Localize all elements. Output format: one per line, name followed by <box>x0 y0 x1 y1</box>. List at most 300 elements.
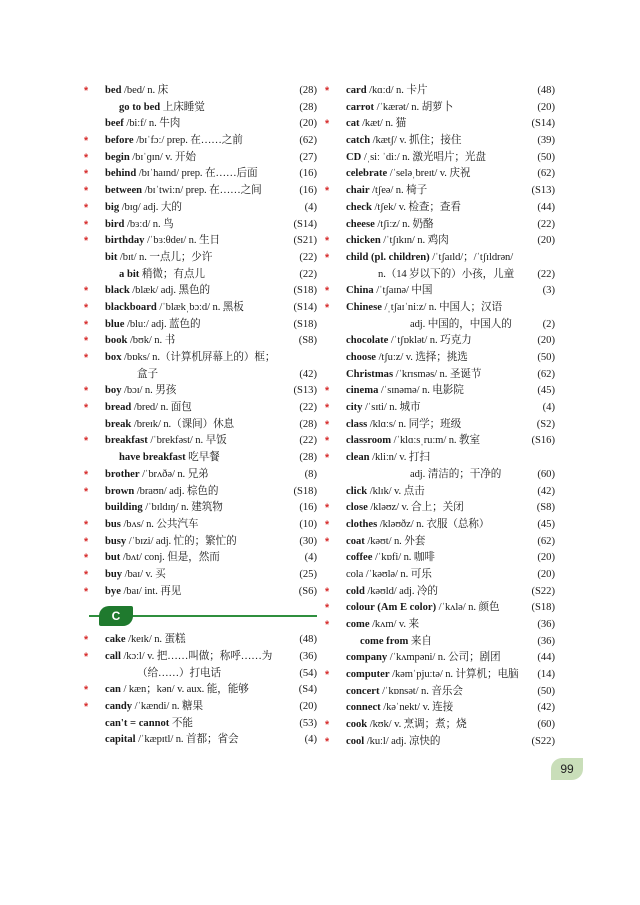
definition: /braʊn/ adj. 棕色的 <box>134 485 219 497</box>
required-star-icon: * <box>84 335 89 348</box>
headword: candy <box>105 701 133 713</box>
page-reference: (22) <box>537 218 555 230</box>
definition: /tʃeə/ n. 椅子 <box>369 185 428 197</box>
definition: /bɪˈtwiːn/ prep. 在……之间 <box>142 185 262 197</box>
vocab-entry <box>334 317 555 334</box>
page-reference: (22) <box>299 268 317 280</box>
required-star-icon: * <box>84 151 89 164</box>
definition: 上床睡觉 <box>160 101 205 113</box>
headword: cat <box>346 118 360 130</box>
headword: child (pl. children) <box>346 251 430 263</box>
required-star-icon: * <box>325 518 330 531</box>
required-star-icon: * <box>84 235 89 248</box>
vocab-entry <box>325 517 555 534</box>
page-reference: (48) <box>299 634 317 646</box>
definition: /blæk/ adj. 黑色的 <box>129 285 210 297</box>
required-star-icon: * <box>325 619 330 631</box>
headword: behind <box>105 168 137 180</box>
vocab-entry <box>84 317 317 334</box>
vocab-entry <box>325 600 555 617</box>
headword: cake <box>105 634 126 646</box>
page-reference: (S18) <box>531 602 555 614</box>
required-star-icon: * <box>325 85 330 97</box>
definition: n.（14 岁以下的）小孩，儿童 <box>378 268 515 280</box>
headword: can't = cannot <box>105 717 170 729</box>
vocab-entry <box>325 617 555 634</box>
headword: click <box>346 485 368 497</box>
vocab-entry <box>84 433 317 450</box>
vocab-entry <box>325 116 555 133</box>
vocab-entry <box>334 133 555 150</box>
vocab-entry <box>93 732 317 749</box>
required-star-icon: * <box>84 535 89 548</box>
headword: bread <box>105 402 132 414</box>
required-star-icon: * <box>84 684 89 697</box>
definition: /kætʃ/ v. 抓住；接住 <box>370 135 462 147</box>
vocab-entry <box>84 333 317 350</box>
headword: building <box>105 502 143 514</box>
headword: busy <box>105 535 127 547</box>
page-reference: (28) <box>299 418 317 430</box>
definition: /bred/ n. 面包 <box>131 402 192 414</box>
vocab-entry <box>93 716 317 733</box>
page-reference: (42) <box>299 368 317 380</box>
headword: boy <box>105 385 122 397</box>
definition: /ˈkændi/ n. 糖果 <box>132 701 203 713</box>
headword: coffee <box>346 552 373 564</box>
required-star-icon: * <box>325 402 330 415</box>
page-reference: (45) <box>537 385 555 397</box>
vocab-entry <box>325 283 555 300</box>
vocab-entry <box>334 150 555 167</box>
definition: /bed/ n. 床 <box>121 85 169 96</box>
required-star-icon: * <box>325 735 330 748</box>
required-star-icon: * <box>84 518 89 531</box>
headword: celebrate <box>346 168 388 180</box>
headword: bye <box>105 585 121 597</box>
vocab-entry <box>325 183 555 200</box>
required-star-icon: * <box>325 235 330 248</box>
page-reference: (16) <box>299 185 317 197</box>
vocab-entry <box>325 250 555 267</box>
definition: /bɪˈɡɪn/ v. 开始 <box>129 151 196 163</box>
headword: can <box>105 684 121 696</box>
page-reference: (50) <box>537 685 555 697</box>
vocab-entry <box>334 684 555 701</box>
headword: coat <box>346 535 365 547</box>
definition: /bʊk/ n. 书 <box>127 335 176 347</box>
required-star-icon: * <box>325 719 330 732</box>
page-reference: (S2) <box>536 418 555 430</box>
definition: （给……）打电话 <box>137 667 221 679</box>
required-star-icon: * <box>84 651 89 663</box>
definition: /ˈbɪldɪŋ/ n. 建筑物 <box>142 502 223 514</box>
page-reference: (S6) <box>298 585 317 597</box>
headword: breakfast <box>105 435 148 447</box>
headword: class <box>346 418 368 430</box>
headword: bird <box>105 218 125 230</box>
required-star-icon: * <box>84 385 89 398</box>
definition: adj. 中国的，中国人的 <box>410 318 512 330</box>
vocab-entry <box>334 333 555 350</box>
page-reference: (S22) <box>531 585 555 597</box>
definition: /ˈtʃɪkɪn/ n. 鸡肉 <box>380 235 449 247</box>
headword: chocolate <box>346 335 389 347</box>
page-reference: (20) <box>537 235 555 247</box>
page-reference: (45) <box>537 518 555 530</box>
vocab-entry <box>93 267 317 284</box>
required-star-icon: * <box>325 452 330 465</box>
headword: big <box>105 201 120 213</box>
headword: check <box>346 201 372 213</box>
vocab-entry <box>325 734 555 751</box>
headword: beef <box>105 118 124 130</box>
vocab-entry <box>84 467 317 484</box>
headword: Christmas <box>346 368 394 380</box>
page-reference: (10) <box>299 518 317 530</box>
headword: break <box>105 418 132 430</box>
headword: catch <box>346 135 371 147</box>
definition: /ˈsɪti/ n. 城市 <box>362 402 421 414</box>
definition: /kəʊt/ n. 外套 <box>364 535 426 547</box>
definition: /kʌm/ v. 来 <box>369 619 419 630</box>
required-star-icon: * <box>325 502 330 515</box>
required-star-icon: * <box>84 568 89 581</box>
definition: 稍微；有点儿 <box>139 268 205 280</box>
definition: /kəmˈpjuːtə/ n. 计算机；电脑 <box>389 669 519 681</box>
vocab-entry <box>93 417 317 434</box>
definition: /bɪɡ/ adj. 大的 <box>119 201 182 213</box>
definition: /klɑːs/ n. 同学；班级 <box>367 418 462 430</box>
headword: city <box>346 402 363 414</box>
page-reference: (62) <box>537 535 555 547</box>
definition: /ˈbɪzi/ adj. 忙的；繁忙的 <box>126 535 237 547</box>
page-reference: (S21) <box>293 235 317 247</box>
definition: /breɪk/ n.（课间）休息 <box>131 418 235 430</box>
vocab-entry <box>84 300 317 317</box>
definition: 盒子 <box>137 368 158 380</box>
required-star-icon: * <box>84 485 89 498</box>
vocab-entry <box>325 400 555 417</box>
vocab-entry <box>84 200 317 217</box>
headword: capital <box>105 734 136 746</box>
required-star-icon: * <box>84 85 89 97</box>
page-reference: (20) <box>537 335 555 347</box>
definition: /bluː/ adj. 蓝色的 <box>124 318 201 330</box>
page-reference: (4) <box>304 552 317 564</box>
headword: close <box>346 502 368 514</box>
vocab-entry <box>334 100 555 117</box>
definition: /baɪ/ v. 买 <box>122 568 166 580</box>
vocab-entry <box>84 550 317 567</box>
vocab-entry <box>84 534 317 551</box>
page-reference: (S18) <box>293 485 317 497</box>
page-reference: (20) <box>537 568 555 580</box>
definition: /ˈtʃaɪnə/ 中国 <box>373 285 433 297</box>
vocab-entry <box>93 450 317 467</box>
definition: /ˈkæpɪtl/ n. 首都；省会 <box>135 734 239 746</box>
headword: blackboard <box>105 301 157 313</box>
vocab-entry <box>84 517 317 534</box>
vocab-entry <box>334 267 555 284</box>
vocab-entry <box>84 133 317 150</box>
definition: 吃早餐 <box>185 452 220 464</box>
headword: call <box>105 651 121 662</box>
page-reference: (S18) <box>293 318 317 330</box>
entries-b <box>84 83 317 600</box>
headword: before <box>105 135 134 147</box>
definition: /ˈtʃɒklət/ n. 巧克力 <box>388 335 472 347</box>
page-reference: (S4) <box>298 684 317 696</box>
headword: card <box>346 85 367 96</box>
vocab-entry <box>325 584 555 601</box>
definition: cola /ˈkəʊlə/ n. 可乐 <box>346 568 432 580</box>
page-reference: (48) <box>537 85 555 96</box>
definition: /bɒks/ n.（计算机屏幕上的）框； <box>121 352 276 363</box>
required-star-icon: * <box>84 301 89 314</box>
headword: cinema <box>346 385 379 397</box>
page-reference: (44) <box>537 652 555 664</box>
headword: begin <box>105 151 130 163</box>
vocab-entry <box>334 650 555 667</box>
definition: 来自 <box>408 635 432 647</box>
headword: but <box>105 552 121 564</box>
definition: 不能 <box>169 717 193 729</box>
definition: /kləʊz/ v. 合上；关闭 <box>367 502 464 514</box>
page-reference: (S8) <box>536 502 555 514</box>
page-reference: (4) <box>304 734 317 746</box>
required-star-icon: * <box>84 201 89 214</box>
required-star-icon: * <box>84 402 89 415</box>
definition: /tʃuːz/ v. 选择；挑选 <box>376 352 468 363</box>
page-reference: (36) <box>299 651 317 662</box>
headword: Chinese <box>346 301 382 313</box>
definition: /tʃek/ v. 检查；查看 <box>371 201 461 213</box>
page-reference: (54) <box>299 667 317 679</box>
required-star-icon: * <box>84 435 89 448</box>
page-reference: (22) <box>299 435 317 447</box>
required-star-icon: * <box>84 318 89 331</box>
vocab-entry <box>334 166 555 183</box>
page-reference: (60) <box>537 468 555 480</box>
headword: company <box>346 652 388 664</box>
vocab-entry <box>325 433 555 450</box>
definition: /ˈkærət/ n. 胡萝卜 <box>374 101 454 113</box>
definition: /ˌsiː ˈdiː/ n. 激光唱片；光盘 <box>361 151 486 163</box>
headword: come <box>346 619 370 630</box>
definition: /klɪk/ v. 点击 <box>367 485 425 497</box>
page-reference: (S22) <box>531 735 555 747</box>
required-star-icon: * <box>325 251 330 264</box>
vocab-entry <box>84 400 317 417</box>
definition: /keɪk/ n. 蛋糕 <box>125 634 186 646</box>
required-star-icon: * <box>325 118 330 131</box>
left-column <box>84 83 317 749</box>
vocab-entry <box>334 467 555 484</box>
definition: /bʌs/ n. 公共汽车 <box>120 518 199 530</box>
vocab-entry <box>93 100 317 117</box>
required-star-icon: * <box>84 701 89 714</box>
page-reference: (39) <box>537 135 555 147</box>
right-column <box>325 83 555 751</box>
definition: /ˈbrʌðə/ n. 兄弟 <box>139 468 209 480</box>
definition: /kʊk/ v. 烹调；煮；烧 <box>367 719 467 731</box>
page-reference: (4) <box>304 201 317 213</box>
required-star-icon: * <box>325 602 330 615</box>
headword: between <box>105 185 143 197</box>
page-reference: (S13) <box>293 385 317 397</box>
page-reference: (62) <box>299 135 317 147</box>
required-star-icon: * <box>84 634 89 647</box>
headword: chicken <box>346 235 381 247</box>
page-reference: (S8) <box>298 335 317 347</box>
definition: /ˈkrɪsməs/ n. 圣诞节 <box>393 368 482 380</box>
headword: concert <box>346 685 380 697</box>
vocab-entry <box>84 649 317 666</box>
vocab-entry <box>325 717 555 734</box>
vocab-entry <box>93 500 317 517</box>
required-star-icon: * <box>325 535 330 548</box>
headword: birthday <box>105 235 145 247</box>
page-reference: (60) <box>537 719 555 731</box>
required-star-icon: * <box>84 552 89 565</box>
required-star-icon: * <box>84 468 89 481</box>
headword: buy <box>105 568 123 580</box>
headword: book <box>105 335 128 347</box>
definition: /ˈbɜːθdeɪ/ n. 生日 <box>144 235 220 247</box>
headword: box <box>105 352 122 363</box>
page-reference: (22) <box>299 251 317 263</box>
headword: come from <box>360 635 409 647</box>
page-reference: (22) <box>299 402 317 414</box>
page-reference: (50) <box>537 352 555 363</box>
vocab-entry <box>84 83 317 100</box>
headword: choose <box>346 352 377 363</box>
page-reference: (27) <box>299 151 317 163</box>
definition: /kəˈnekt/ v. 连接 <box>380 702 454 714</box>
definition: /bɪt/ n. 一点儿；少许 <box>117 251 213 263</box>
page-reference: (S18) <box>293 285 317 297</box>
vocab-entry <box>334 350 555 367</box>
vocab-entry <box>93 116 317 133</box>
vocab-entry <box>84 166 317 183</box>
vocab-entry <box>325 450 555 467</box>
page-reference: (36) <box>537 619 555 630</box>
definition: /kɑːd/ n. 卡片 <box>366 85 428 96</box>
headword: bed <box>105 85 122 96</box>
page-reference: (16) <box>299 502 317 514</box>
required-star-icon: * <box>84 218 89 231</box>
definition: /ˈkʌmpəni/ n. 公司；剧团 <box>387 652 501 664</box>
vocab-entry <box>325 233 555 250</box>
definition: /ˈbrekfəst/ n. 早饭 <box>147 435 227 447</box>
vocab-entry <box>84 699 317 716</box>
definition: /bɪˈfɔː/ prep. 在……之前 <box>133 135 243 147</box>
page-reference: (44) <box>537 201 555 213</box>
page-reference: (3) <box>542 285 555 297</box>
section-letter: C <box>99 606 133 626</box>
page-reference: (50) <box>537 151 555 163</box>
headword: China <box>346 285 374 297</box>
vocab-entry <box>84 217 317 234</box>
definition: /kliːn/ v. 打扫 <box>369 452 430 464</box>
entries-c-continued <box>325 83 555 751</box>
definition: /baɪ/ int. 再见 <box>120 585 182 597</box>
required-star-icon: * <box>84 285 89 298</box>
page-reference: (20) <box>537 101 555 113</box>
page-reference: (53) <box>299 717 317 729</box>
vocab-entry <box>84 183 317 200</box>
vocab-entry <box>84 584 317 601</box>
definition: /bɔɪ/ n. 男孩 <box>121 385 177 397</box>
definition: /kləʊðz/ n. 衣服（总称） <box>377 518 490 530</box>
page-reference: (22) <box>537 268 555 280</box>
required-star-icon: * <box>325 385 330 398</box>
headword: computer <box>346 669 390 681</box>
page-reference: (14) <box>537 669 555 681</box>
page-reference: (16) <box>299 168 317 180</box>
page-number: 99 <box>551 758 583 780</box>
definition: /ˌtʃaɪˈniːz/ n. 中国人；汉语 <box>381 301 503 313</box>
headword: clean <box>346 452 370 464</box>
definition: /ˈkɒfi/ n. 咖啡 <box>372 552 435 564</box>
page-reference: (S14) <box>531 118 555 130</box>
definition: / kæn；kən/ v. aux. 能，能够 <box>120 684 249 696</box>
definition: /ˈklɑːsˌruːm/ n. 教室 <box>391 435 480 447</box>
required-star-icon: * <box>84 585 89 598</box>
definition: /kəʊld/ adj. 冷的 <box>364 585 438 597</box>
required-star-icon: * <box>325 185 330 198</box>
vocab-entry <box>334 200 555 217</box>
definition: /ˈtʃaɪld/；/ˈtʃɪldrən/ <box>429 251 514 263</box>
page-reference: (28) <box>299 101 317 113</box>
page-reference: (4) <box>542 402 555 414</box>
vocab-entry <box>334 634 555 651</box>
page-reference: (S14) <box>293 218 317 230</box>
definition: /kæt/ n. 猫 <box>359 118 407 130</box>
headword: classroom <box>346 435 392 447</box>
headword: black <box>105 285 130 297</box>
vocab-entry <box>84 233 317 250</box>
vocab-entry <box>93 250 317 267</box>
headword: colour (Am E color) <box>346 602 437 614</box>
page-reference: (30) <box>299 535 317 547</box>
page-reference: (S13) <box>531 185 555 197</box>
definition: /ˈsɪnəmə/ n. 电影院 <box>378 385 464 397</box>
vocab-entry <box>325 500 555 517</box>
vocab-entry <box>334 567 555 584</box>
vocab-entry <box>84 350 317 367</box>
vocab-entry <box>334 550 555 567</box>
headword: cool <box>346 735 365 747</box>
required-star-icon: * <box>325 435 330 448</box>
definition: /ˈkʌlə/ n. 颜色 <box>436 602 500 614</box>
definition: /kuːl/ adj. 凉快的 <box>364 735 441 747</box>
headword: a bit <box>119 268 140 280</box>
vocab-entry <box>325 417 555 434</box>
vocab-entry <box>334 484 555 501</box>
vocab-entry <box>325 534 555 551</box>
required-star-icon: * <box>325 301 330 314</box>
page-reference: (8) <box>304 468 317 480</box>
required-star-icon: * <box>84 352 89 364</box>
definition: /tʃiːz/ n. 奶酪 <box>374 218 434 230</box>
page-reference: (62) <box>537 168 555 180</box>
vocab-entry <box>325 383 555 400</box>
page-reference: (25) <box>299 568 317 580</box>
vocab-entry <box>334 700 555 717</box>
vocab-entry <box>334 367 555 384</box>
